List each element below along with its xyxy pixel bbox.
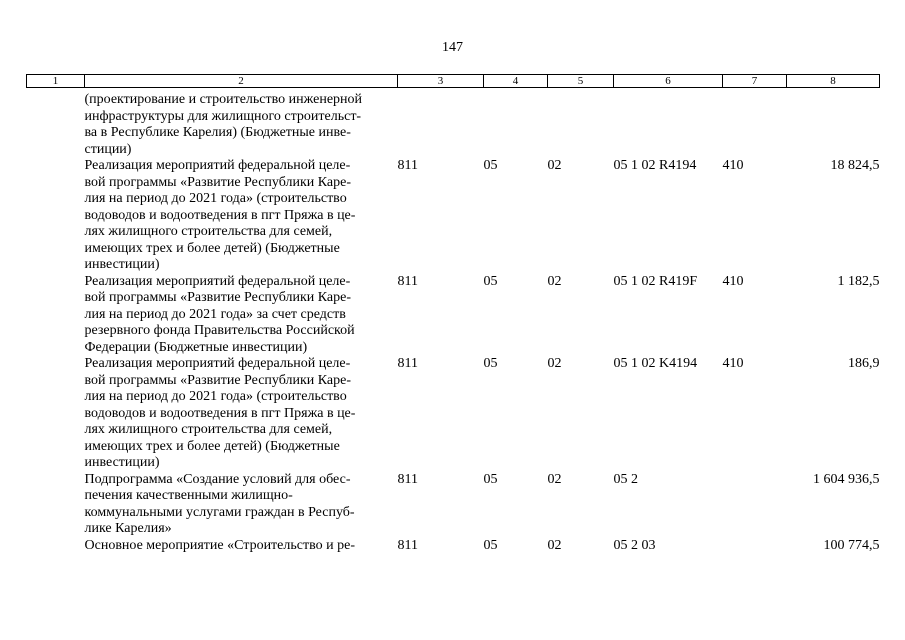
row-name-cell [85, 538, 398, 555]
target-article: 05 1 02 K4194 [613, 356, 698, 371]
column-header: 4 [484, 75, 548, 88]
expense-type: 410 [722, 273, 744, 289]
target-article: 05 1 02 R419F [613, 273, 698, 289]
row-name-line: печения качественными жилищно- [84, 488, 293, 503]
expense-type [723, 472, 787, 538]
row-name-line: водоводов и водоотведения в пгт Пряжа в це- [84, 207, 356, 223]
expense-type: 410 [722, 356, 744, 371]
amount-value: 186,9 [848, 356, 880, 371]
row-name-line: Реализация мероприятий федеральной целе- [84, 273, 351, 289]
section-code: 05 [483, 537, 498, 553]
column-header: 3 [398, 75, 484, 88]
row-name-line: имеющих трех и более детей) (Бюджетные [84, 438, 340, 454]
ministry-code: 811 [397, 273, 418, 289]
row-name-line: Подпрограмма «Создание условий для обес- [84, 471, 351, 487]
subsection-code: 02 [547, 273, 562, 289]
target-article: 05 1 02 R4194 [613, 158, 697, 173]
ministry-code: 811 [397, 471, 418, 487]
budget-table [26, 74, 880, 554]
ministry-code: 811 [397, 356, 418, 371]
section-code: 05 [483, 273, 498, 289]
ministry-code: 811 [397, 158, 418, 173]
row-name-cell [85, 356, 398, 472]
table-row [27, 538, 880, 555]
amount-value: 18 824,5 [830, 158, 880, 173]
row-number-cell [27, 274, 85, 357]
row-name-line: лике Карелия» [84, 521, 172, 536]
target-article: 05 2 [613, 471, 638, 487]
column-header: 2 [85, 75, 398, 88]
subsection-code: 02 [547, 471, 562, 487]
target-article: 05 2 03 [613, 537, 656, 553]
column-header: 8 [787, 75, 880, 88]
row-name-line: вой программы «Развитие Республики Каре- [84, 290, 352, 305]
row-name-line: Реализация мероприятий федеральной целе- [84, 158, 351, 173]
section-code [484, 88, 548, 159]
row-name-line: коммунальными услугами граждан в Респуб- [84, 504, 355, 520]
target-article [614, 88, 723, 159]
section-code: 05 [483, 471, 498, 487]
expense-type: 410 [722, 158, 744, 173]
row-name-line: Федерации (Бюджетные инвестиции) [84, 339, 308, 355]
row-name-line: водоводов и водоотведения в пгт Пряжа в це- [84, 405, 356, 421]
row-name-line: инфраструктуры для жилищного строительст- [84, 108, 362, 124]
table-row [27, 88, 880, 159]
row-name-line: резервного фонда Правительства Российской [84, 323, 355, 338]
row-name-line: лия на период до 2021 года» за счет средств [84, 306, 346, 322]
section-code: 05 [483, 356, 498, 371]
row-number-cell [27, 538, 85, 555]
row-number-cell [27, 472, 85, 538]
row-name-line: Основное мероприятие «Строительство и ре- [84, 537, 355, 553]
table-row [27, 274, 880, 357]
section-code: 05 [483, 158, 498, 173]
table-row [27, 356, 880, 472]
row-name-line: лях жилищного строительства для семей, [84, 422, 333, 437]
amount-value: 1 182,5 [837, 273, 880, 289]
subsection-code: 02 [547, 356, 562, 371]
row-name-line: вой программы «Развитие Республики Каре- [84, 372, 352, 388]
row-name-line: Реализация мероприятий федеральной целе- [84, 356, 351, 371]
row-name-cell [85, 274, 398, 357]
ministry-code [398, 88, 484, 159]
expense-type [723, 538, 787, 555]
table-body [27, 88, 880, 555]
row-name-line: инвестиции) [84, 455, 160, 470]
row-name-line: имеющих трех и более детей) (Бюджетные [84, 240, 340, 256]
row-name-line: лия на период до 2021 года» (строительство [84, 389, 347, 404]
table-header-row [27, 75, 880, 88]
table-row [27, 158, 880, 274]
amount-value [787, 88, 880, 159]
row-name-line: инвестиции) [84, 257, 160, 272]
row-name-line: вой программы «Развитие Республики Каре- [84, 174, 352, 190]
row-number-cell [27, 88, 85, 159]
subsection-code: 02 [547, 158, 562, 173]
row-name-line: лях жилищного строительства для семей, [84, 224, 333, 239]
row-name-cell [85, 472, 398, 538]
amount-value: 100 774,5 [823, 537, 880, 553]
row-name-cell [85, 88, 398, 159]
row-name-line: лия на период до 2021 года» (строительство [84, 191, 347, 206]
row-name-line: стиции) [84, 141, 132, 157]
column-header: 5 [548, 75, 614, 88]
page-number: 147 [442, 40, 463, 55]
subsection-code [548, 88, 614, 159]
table-row [27, 472, 880, 538]
expense-type [723, 88, 787, 159]
column-header: 1 [27, 75, 85, 88]
row-number-cell [27, 356, 85, 472]
row-name-cell [85, 158, 398, 274]
subsection-code: 02 [547, 537, 562, 553]
column-header: 7 [723, 75, 787, 88]
amount-value: 1 604 936,5 [813, 471, 880, 487]
ministry-code: 811 [397, 537, 418, 553]
row-name-line: (проектирование и строительство инженерной [84, 92, 363, 107]
row-number-cell [27, 158, 85, 274]
row-name-line: ва в Республике Карелия) (Бюджетные инве- [84, 125, 351, 140]
column-header: 6 [614, 75, 723, 88]
